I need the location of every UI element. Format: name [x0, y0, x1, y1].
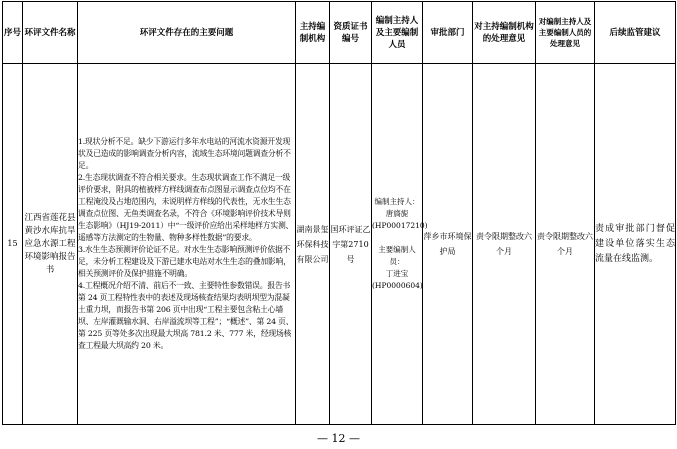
header-problems: 环评文件存在的主要问题: [78, 2, 296, 64]
row-problems: [78, 64, 296, 425]
header-person-opinion: 对编制主持人及主要编制人员的处理意见: [536, 2, 595, 64]
main-id: (HP0000604): [372, 281, 423, 290]
header-cert-no: 资质证书编号: [330, 2, 372, 64]
problem-item: 4.工程概况介绍不清、前后不一致、主要特性参数错误。报告书第 24 页工程特性表中的表述及现场核查结果均表明坝型为混凝土重力坝，而报告书第 206 页中出现“工程主要包含粘土心墙坝、左岸灌溉输水洞、右岸溢流坝等工程”；“概述”、第 24 页、第 225 页等处多次出现最大坝高 781.2 米、777 米，经现场核查工程最大坝高约 20 米。: [78, 281, 294, 350]
row-cert-no: 国环评证乙字第2710号: [330, 64, 372, 425]
header-supervision: 后续监管建议: [595, 2, 676, 64]
host-name: 唐旖旎: [385, 209, 409, 218]
header-org-opinion: 对主持编制机构的处理意见: [473, 2, 536, 64]
row-host-org: 湖南景玺环保科技有限公司: [296, 64, 330, 425]
header-row: [3, 2, 676, 64]
table-row: [3, 64, 676, 425]
header-approval: 审批部门: [423, 2, 473, 64]
header-index: 序号: [3, 2, 23, 64]
problem-item: 1.现状分析不足。缺少下游运行多年水电站的河流水资源开发现状及已造成的影响调查分析内容，流域生态环境问题调查分析不足。: [78, 137, 291, 170]
review-table: [2, 1, 676, 425]
row-supervision: 责成审批部门督促建设单位落实生态流量在线监测。: [595, 64, 676, 425]
header-compilers: 编制主持人及主要编制人员: [372, 2, 423, 64]
row-file-name: 江西省莲花县黄沙水库抗旱应急水源工程环境影响报告书: [23, 64, 78, 425]
row-index: 15: [3, 64, 23, 425]
page-number: — 12 —: [317, 432, 360, 445]
host-id: (HP00017210): [372, 221, 428, 230]
problem-item: 2.生态现状调查不符合相关要求。生态现状调查工作不满足一级评价要求，附具的植被样方样线调查布点图显示调查点位均不在工程淹没及占地范围内，未说明样方样线的代表性，无水生生态调查点位图、无鱼类调查名录，不符合《环境影响评价技术导则 生态影响》（HJ19-2011）中“一级评价应给出采样地样方实测、遥感等方法测定的生物量、物种多样性数据”的要求。: [78, 173, 294, 242]
row-org-opinion: 责令限期整改六个月: [473, 64, 536, 425]
header-host-org: 主持编制机构: [296, 2, 330, 64]
row-compilers: [372, 64, 428, 425]
main-label: 主要编制人员：: [378, 245, 416, 266]
row-person-opinion: 责令限期整改六个月: [536, 64, 595, 425]
header-file-name: 环评文件名称: [23, 2, 78, 64]
host-label: 编制主持人：: [374, 197, 420, 206]
problem-item: 3.水生生态预测评价论证不足。对水生生态影响预测评价依据不足，未分析工程建设及下游已建水电站对水生生态的叠加影响，相关预测评价及保护措施不明确。: [78, 245, 291, 278]
main-name: 丁进宝: [385, 269, 409, 278]
row-approval: 萍乡市环境保护局: [423, 64, 473, 425]
